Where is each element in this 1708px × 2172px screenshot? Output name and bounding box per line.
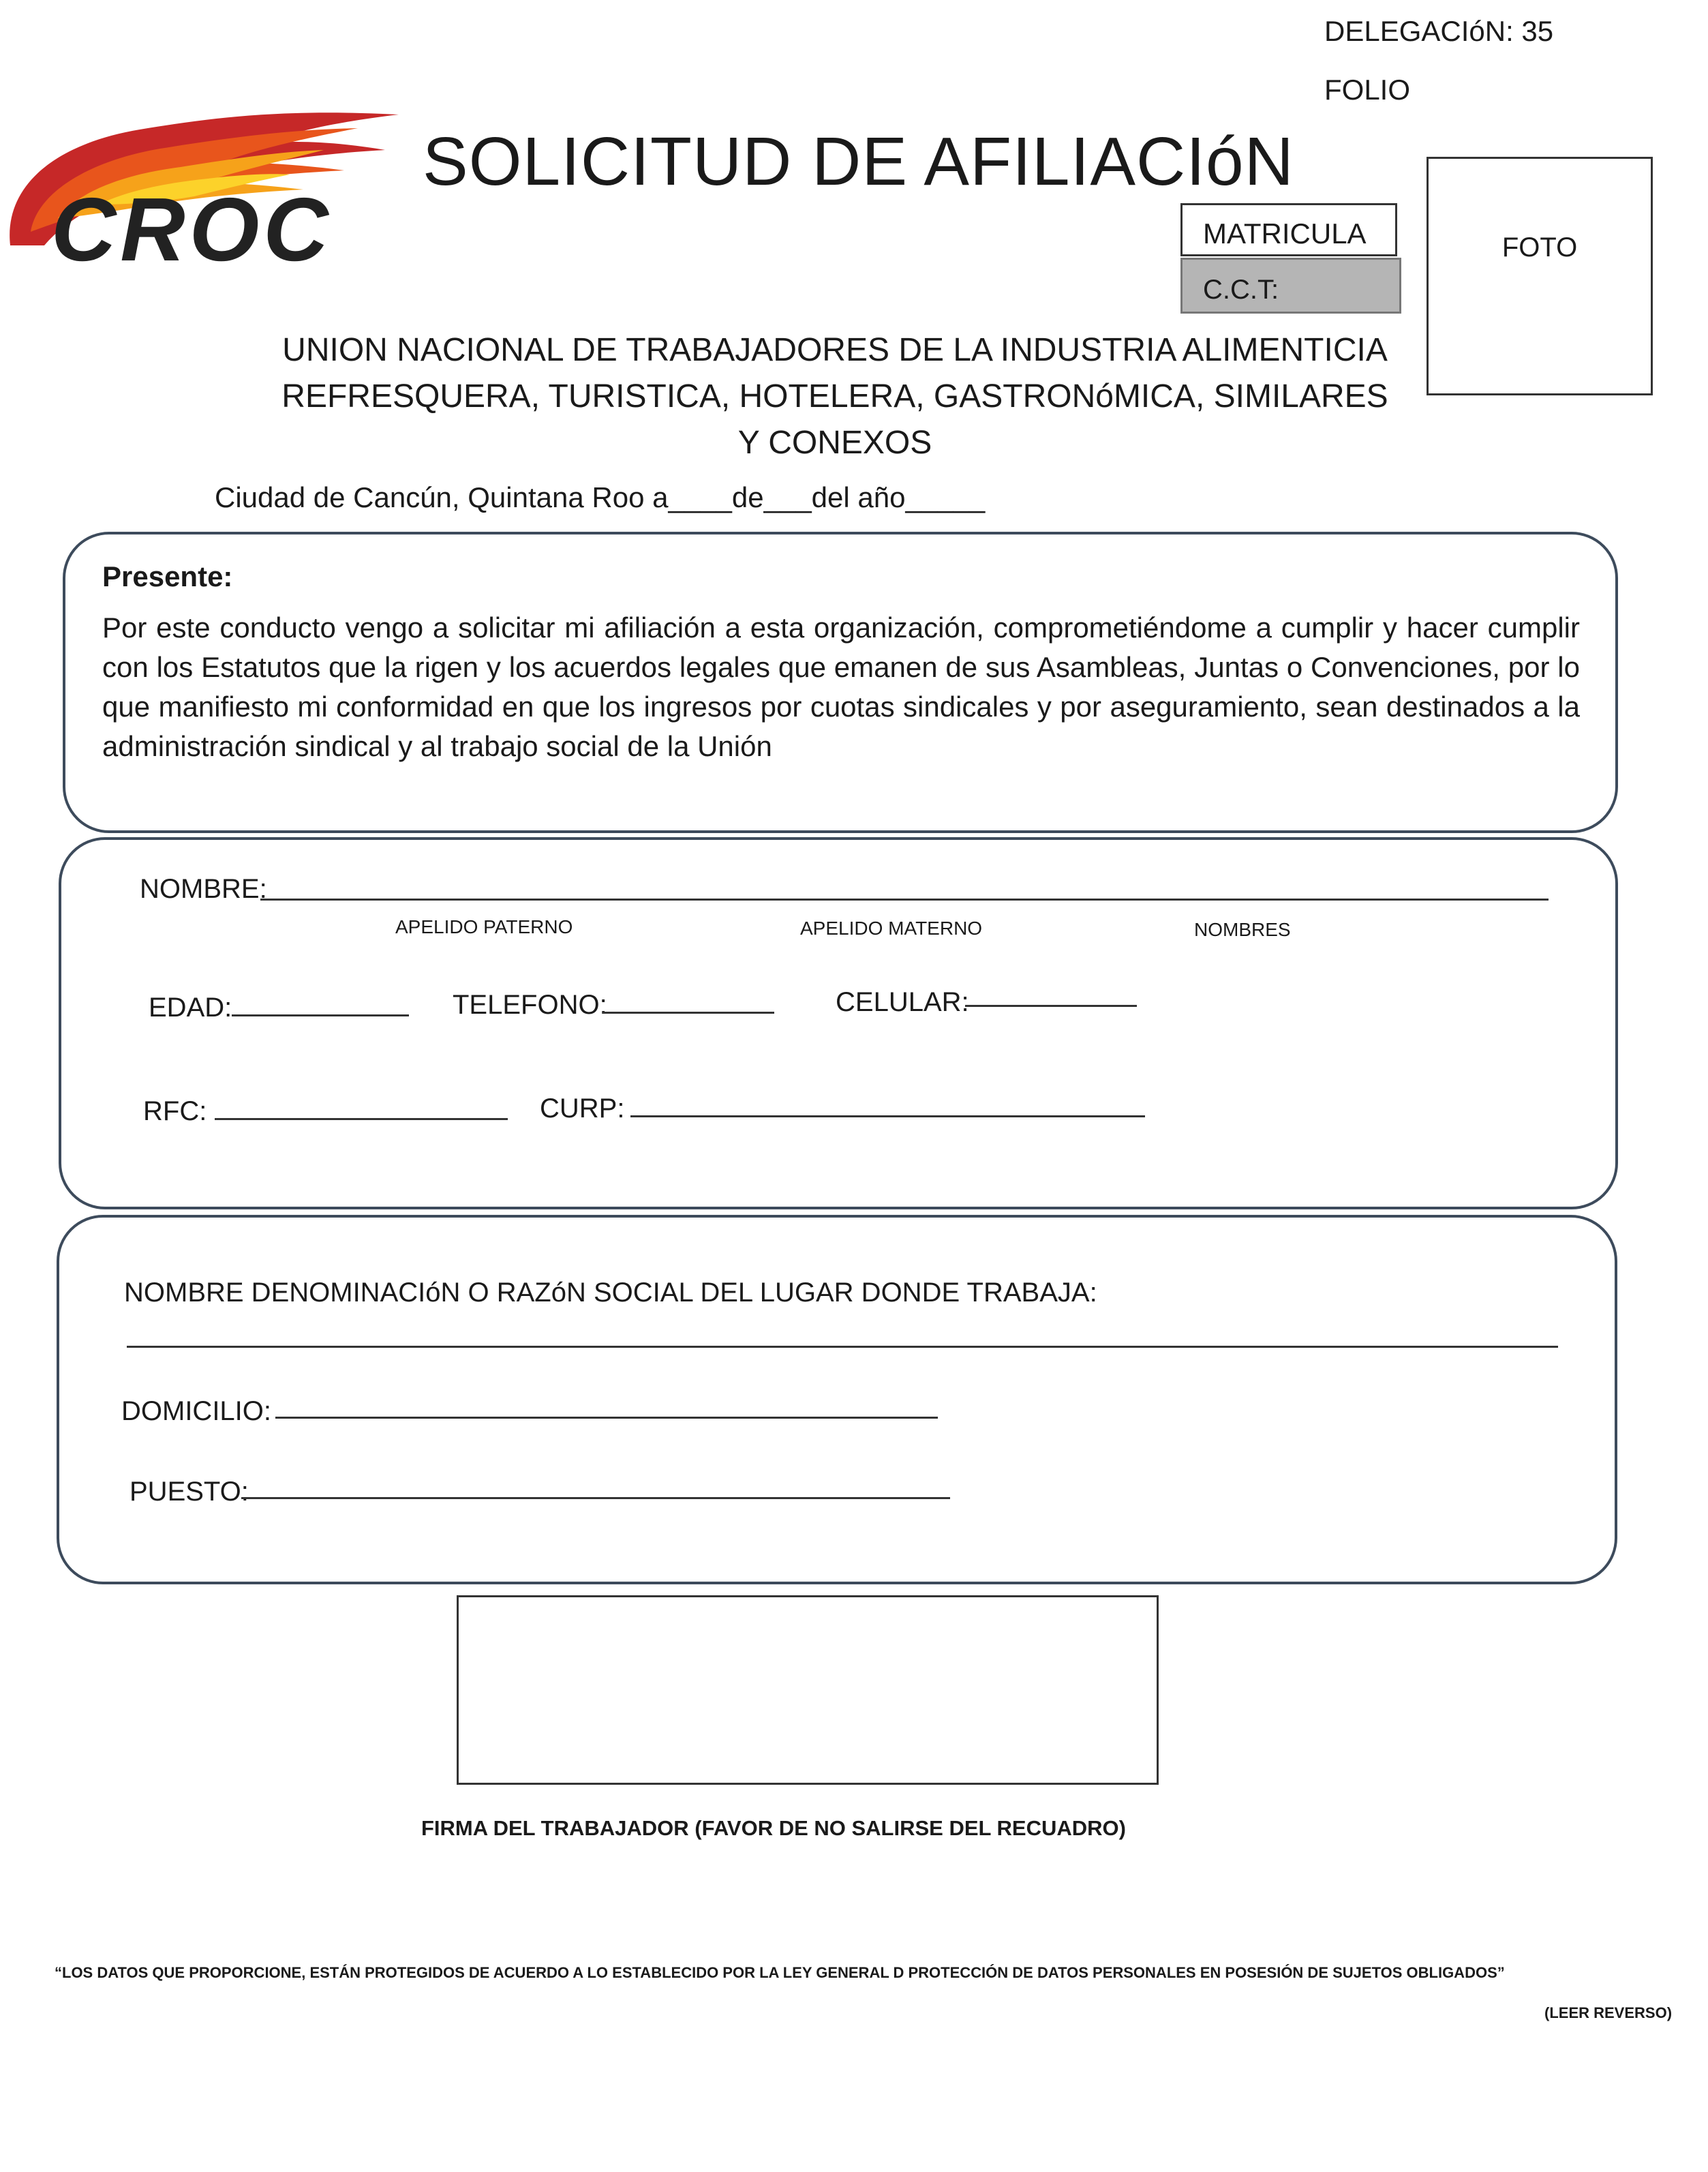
folio-label: FOLIO [1324,74,1411,106]
rfc-label: RFC: [143,1096,207,1126]
domicilio-input-line[interactable] [275,1417,938,1419]
delegacion-label: DELEGACIóN: 35 [1324,15,1554,47]
curp-input-line[interactable] [630,1115,1145,1117]
domicilio-label: DOMICILIO: [121,1396,272,1426]
union-name [204,327,1465,466]
city-date-line: Ciudad de Cancún, Quintana Roo a____de___del año_____ [215,481,986,513]
union-line-1: UNION NACIONAL DE TRABAJADORES DE LA INDUSTRIA ALIMENTICIA [282,332,1388,368]
work-data-panel [57,1215,1617,1584]
croc-logo-text: CROC [51,179,333,273]
union-line-3: Y CONEXOS [737,425,932,461]
signature-label: FIRMA DEL TRABAJADOR (FAVOR DE NO SALIRSE DEL RECUADRO) [421,1816,1126,1840]
edad-label: EDAD: [149,993,232,1023]
declaration-text: Por este conducto vengo a solicitar mi afiliación a esta organización, comprometiéndome a cumplir y hacer cumplir con los Estatutos que la rigen y los acuerdos legales que emanen de sus Asambleas, Juntas o Convenciones, por lo que manifiesto mi conformidad en que los ingresos por cuotas sindicales y por aseguramiento, sean destinados a la administración sindical y al trabajo social de la Unión [102,612,1580,762]
union-line-2: REFRESQUERA, TURISTICA, HOTELERA, GASTRONóMICA, SIMILARES [281,378,1388,414]
privacy-notice: “LOS DATOS QUE PROPORCIONE, ESTÁN PROTEGIDOS DE ACUERDO A LO ESTABLECIDO POR LA LEY GENERAL D PROTECCIÓN DE DATOS PERSONALES EN POSESIÓN DE SUJETOS OBLIGADOS” [55,1964,1505,1981]
page-title: SOLICITUD DE AFILIACIóN [423,123,1294,200]
photo-label: FOTO [1501,232,1578,262]
read-reverse-note: (LEER REVERSO) [1544,2004,1673,2021]
edad-input-line[interactable] [232,1014,409,1016]
matricula-field[interactable] [1180,203,1397,256]
curp-label: CURP: [540,1093,625,1123]
razon-social-input-line[interactable] [127,1346,1558,1348]
nombres-caption: NOMBRES [1194,919,1291,940]
nombre-input-line[interactable] [260,899,1549,901]
puesto-label: PUESTO: [129,1477,249,1507]
rfc-input-line[interactable] [215,1118,508,1120]
telefono-label: TELEFONO: [453,990,607,1020]
signature-box[interactable] [457,1595,1159,1785]
cct-label: C.C.T: [1203,275,1279,305]
apellido-materno-caption: APELIDO MATERNO [800,918,983,939]
puesto-input-line[interactable] [241,1497,950,1499]
declaration-heading: Presente: [102,560,233,592]
croc-logo [3,102,406,273]
apellido-paterno-caption: APELIDO PATERNO [395,916,573,937]
telefono-input-line[interactable] [603,1012,774,1014]
razon-social-label: NOMBRE DENOMINACIóN O RAZóN SOCIAL DEL LUGAR DONDE TRABAJA: [124,1278,1097,1308]
cct-field[interactable] [1180,258,1401,314]
celular-label: CELULAR: [836,987,969,1017]
celular-input-line[interactable] [965,1005,1137,1007]
matricula-label: MATRICULA [1203,217,1367,250]
nombre-label: NOMBRE: [140,874,267,904]
croc-logo-graphic [3,102,406,273]
personal-data-panel [59,837,1618,1209]
